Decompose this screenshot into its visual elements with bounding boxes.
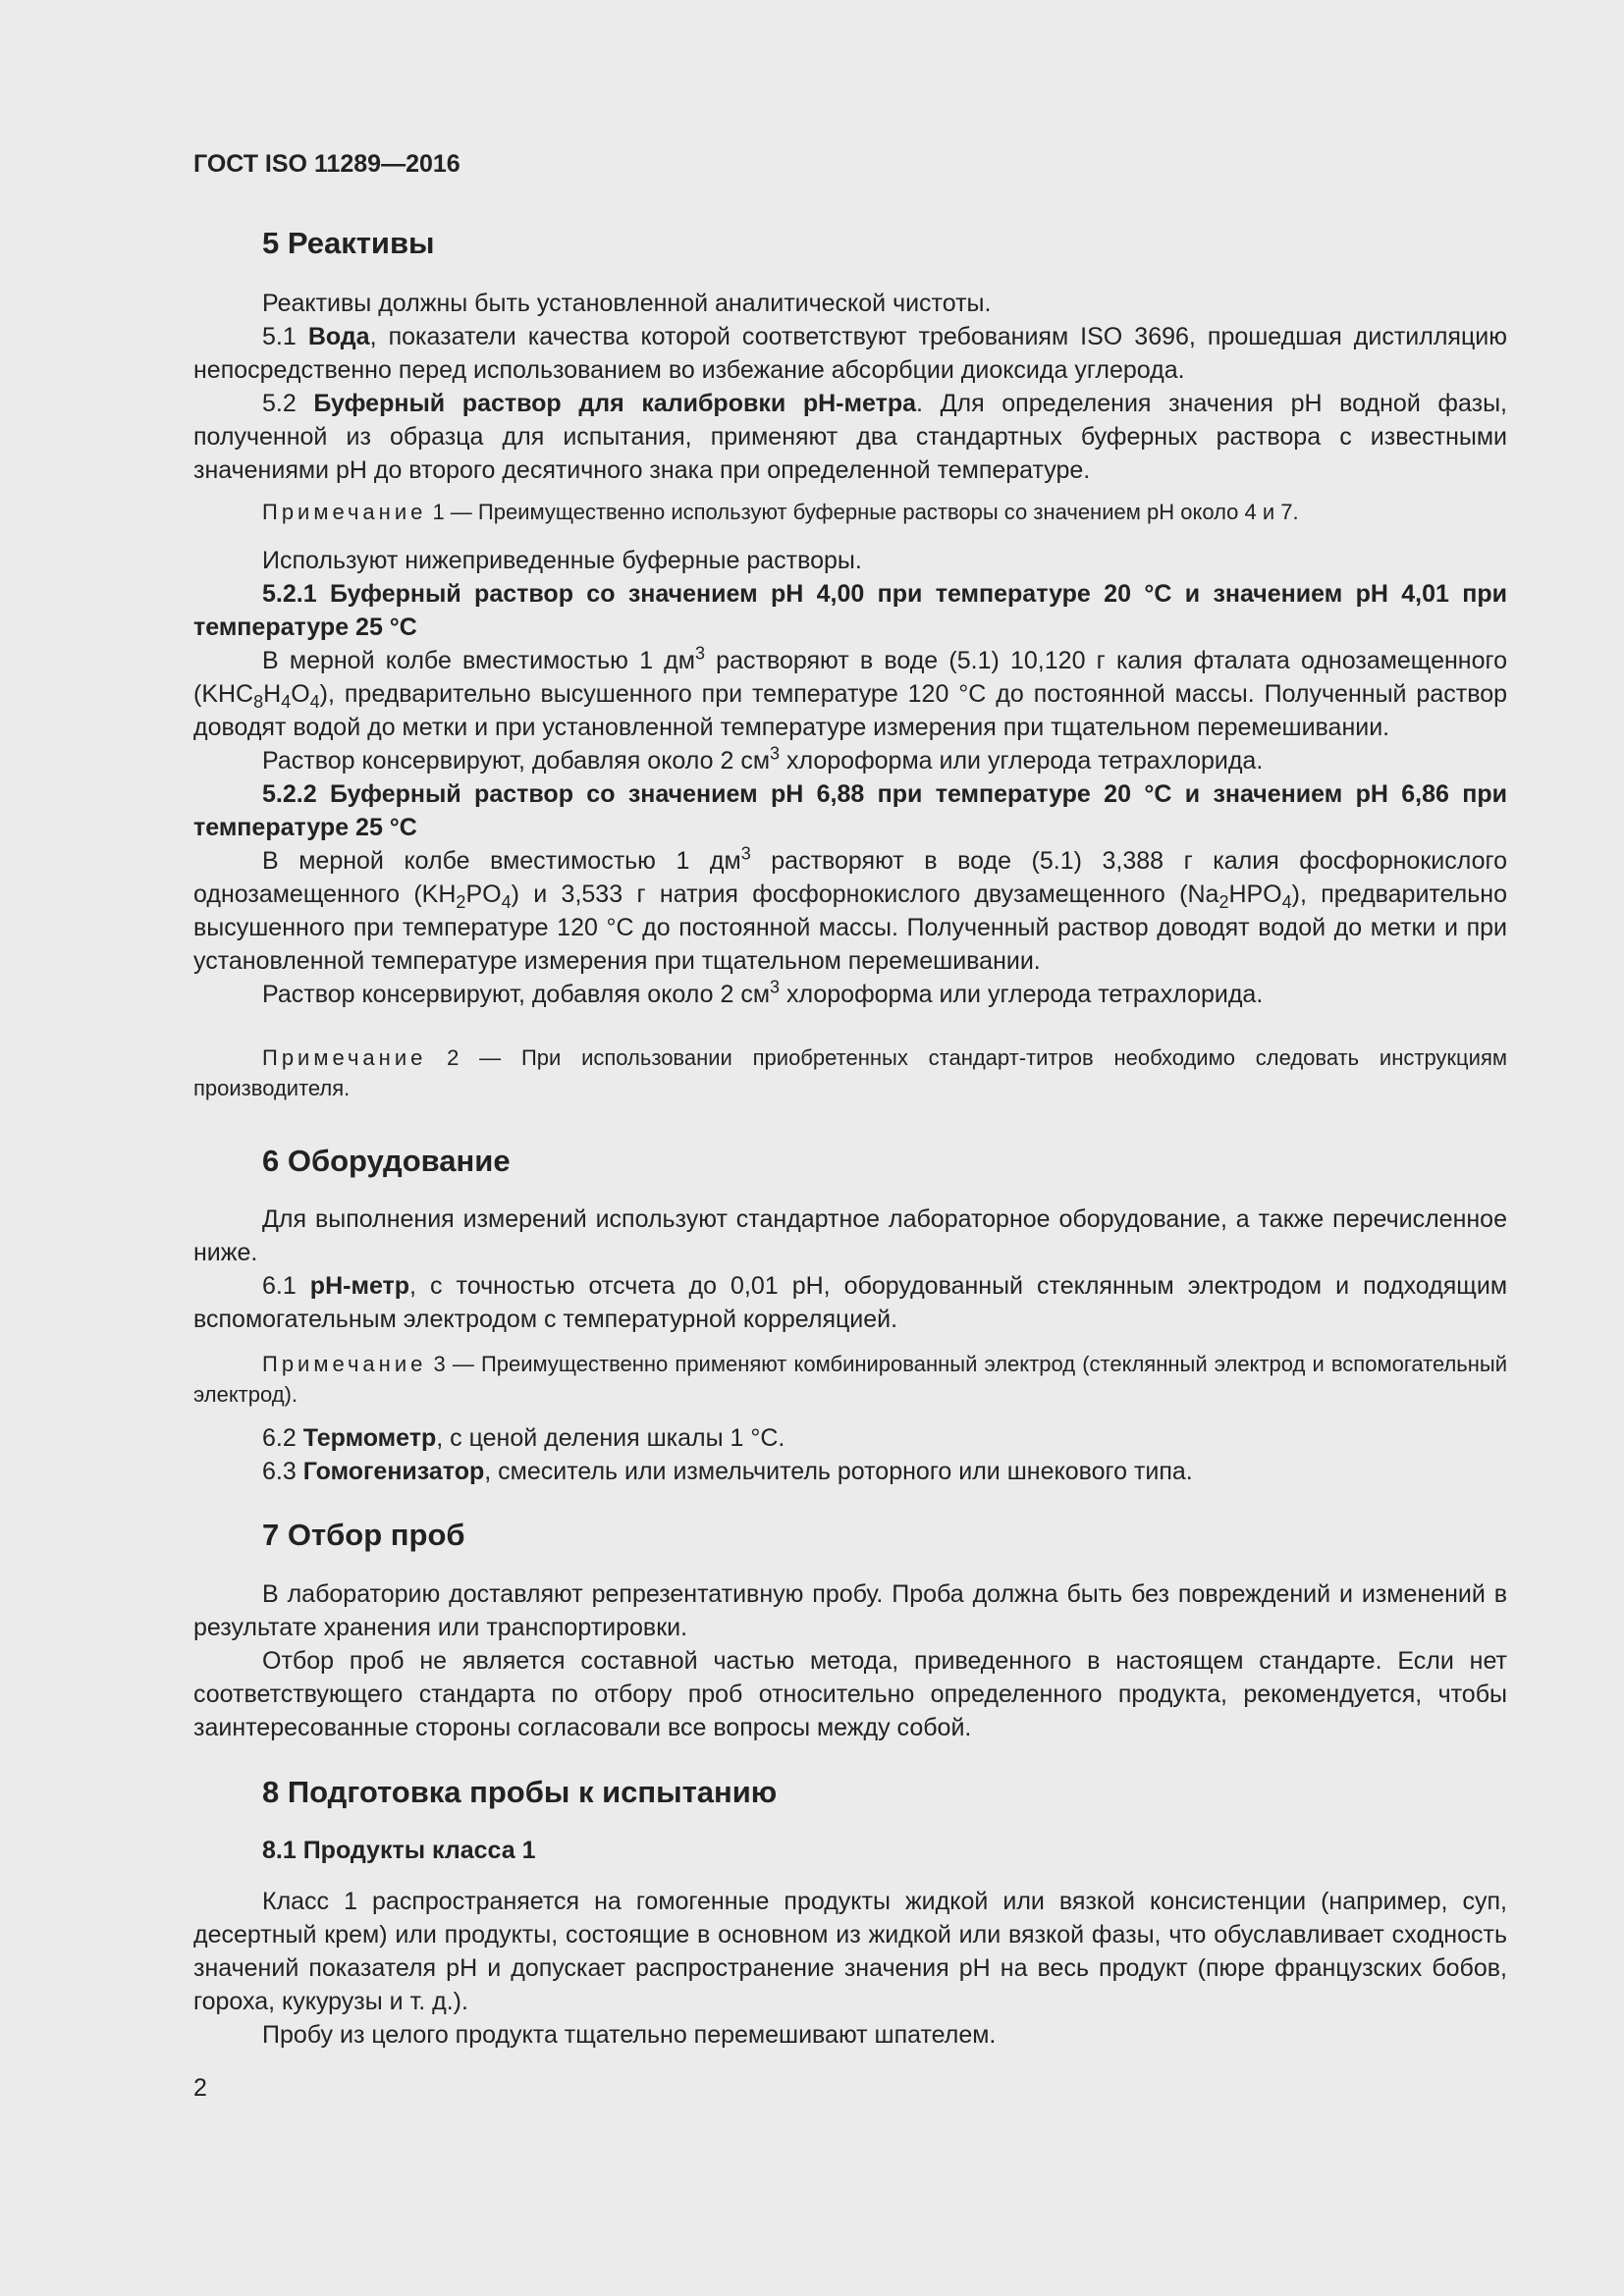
subscript: 8 [253,692,264,712]
paragraph-text: , с ценой деления шкалы 1 °С. [436,1424,785,1452]
preserve-text-2 [193,978,1507,1011]
text-run: В мерной колбе вместимостью 1 дм [262,647,695,674]
page-number: 2 [193,2074,207,2102]
section-7-paragraph-2: Отбор проб не является составной частью метода, приведенного в настоящем стандарте. Если нет соответствующего стандарта по отбору проб относительно определенного продукта, рекомендуется, чтобы заинтересованные стороны согласовали все вопросы между собой. [193,1647,1507,1741]
paragraph-number: 6.2 [262,1424,303,1452]
note-text: 3 — Преимущественно применяют комбинированный электрод (стеклянный электрод и вспомогательный электрод). [193,1352,1507,1407]
section-5-title: 5 Реактивы [262,226,435,260]
section-6 [193,1142,1507,1181]
section-5 [193,224,1507,263]
paragraph-number: 6.3 [262,1458,303,1485]
paragraph-text: , показатели качества которой соответствуют требованиям ISO 3696, прошедшая дистилляцию непосредственно перед использованием во избежание абсорбции диоксида углерода. [193,323,1508,384]
paragraph-6-3 [193,1455,1507,1488]
note-text: 1 — Преимущественно используют буферные растворы со значением pH около 4 и 7. [426,500,1299,524]
section-7-body [193,1577,1507,1744]
term-ph-meter: pH-метр [309,1272,410,1300]
paragraph-5-1 [193,320,1507,387]
subscript: 2 [456,892,466,912]
text-run: ), предварительно высушенного при температуре 120 °С до постоянной массы. Полученный раствор доводят водой до метки и при установленной температуре измерения при тщательном перемешивании. [193,680,1507,741]
text-run: растворяют в воде (5.1) 3,388 г калия фосфорнокислого однозамещенного (KH [193,847,1507,908]
paragraph-number: 6.1 [262,1272,310,1300]
use-buffers-text: Используют нижеприведенные буферные растворы. [262,547,862,574]
superscript: 3 [770,977,781,997]
text-run: Раствор консервируют, добавляя около 2 см [262,981,771,1008]
preserve-text-1 [193,744,1507,777]
text-run: PO [465,881,502,908]
paragraph-5-2-2-title: 5.2.2 Буферный раствор со значением pH 6,88 при температуре 20 °С и значением pH 6,86 при температуре 25 °С [193,780,1507,841]
text-run: HPO [1228,881,1282,908]
section-6-title: 6 Оборудование [262,1144,511,1178]
superscript: 3 [740,843,751,864]
section-5-buffers [193,544,1507,1011]
subscript: 4 [309,692,320,712]
paragraph-5-2-2-text [193,844,1507,978]
subscript: 2 [1218,892,1229,912]
subscript: 4 [281,692,292,712]
text-run: хлороформа или углерода тетрахлорида. [780,747,1264,774]
subscript: 4 [1281,892,1292,912]
section-7-paragraph-1: В лабораторию доставляют репрезентативную пробу. Проба должна быть без повреждений и изменений в результате хранения или транспортировки. [193,1580,1507,1641]
text-run: Раствор консервируют, добавляя около 2 см [262,747,771,774]
paragraph-number: 5.1 [262,323,308,350]
section-7 [193,1516,1507,1555]
subscript: 4 [501,892,512,912]
note-2 [193,1042,1507,1103]
term-water: Вода [307,323,370,350]
term-homogenizer: Гомогенизатор [302,1458,485,1485]
section-8-1 [193,1834,1507,1867]
section-8-paragraph-2: Пробу из целого продукта тщательно перемешивают шпателем. [262,2021,997,2049]
text-run: ), предварительно высушенного при температуре 120 °С до постоянной массы. Полученный раствор доводят водой до метки и при установленной температуре измерения при тщательном перемешивании. [193,881,1507,975]
superscript: 3 [770,743,781,764]
paragraph-number: 5.2 [262,390,314,417]
section-8-paragraph-1: Класс 1 распространяется на гомогенные продукты жидкой или вязкой консистенции (например, суп, десертный крем) или продукты, состоящие в основном из жидкой или вязкой фазы, что обуславливает сходность значений показателя pH и допускает распространение значения pH на весь продукт (пюре французских бобов, гороха, кукурузы и т. д.). [193,1888,1507,2015]
text-run: В мерной колбе вместимостью 1 дм [262,847,741,875]
section-5-intro: Реактивы должны быть установленной аналитической чистоты. [262,290,992,317]
text-run: H [263,680,282,708]
section-5-body [193,287,1507,487]
term-thermometer: Термометр [302,1424,437,1452]
note-label: Примечание [262,500,427,524]
section-7-title: 7 Отбор проб [262,1518,465,1552]
text-run: ) и 3,533 г натрия фосфорнокислого двузамещенного (Na [511,881,1219,908]
paragraph-5-2-1-text [193,644,1507,744]
section-6-intro: Для выполнения измерений используют стандартное лабораторное оборудование, а также перечисленное ниже. [193,1205,1507,1266]
paragraph-6-2 [193,1421,1507,1455]
paragraph-5-2 [193,387,1507,487]
text-run: растворяют в воде (5.1) 10,120 г калия фталата однозамещенного (KHC [193,647,1507,708]
note-3 [193,1349,1507,1410]
section-8-title: 8 Подготовка пробы к испытанию [262,1775,778,1809]
note-label: Примечание [262,1352,427,1376]
text-run: хлороформа или углерода тетрахлорида. [780,981,1264,1008]
paragraph-5-2-1-title: 5.2.1 Буферный раствор со значением pH 4,00 при температуре 20 °С и значением pH 4,01 при температуре 25 °С [193,580,1507,641]
paragraph-6-1 [193,1269,1507,1336]
document-header: ГОСТ ISO 11289—2016 [193,150,460,178]
section-6-items [193,1421,1507,1488]
section-8-1-title: 8.1 Продукты класса 1 [262,1837,536,1864]
section-8 [193,1773,1507,1812]
note-1 [193,497,1507,527]
note-label: Примечание [262,1045,427,1070]
paragraph-text: , смеситель или измельчитель роторного или шнекового типа. [484,1458,1193,1485]
note-text: 2 — При использовании приобретенных стандарт-титров необходимо следовать инструкциям производителя. [193,1045,1507,1100]
section-8-body [193,1885,1507,2052]
paragraph-text: . Для определения значения pH водной фазы, полученной из образца для испытания, применяют два стандартных буферных раствора с известными значениями pH до второго десятичного знака при определенной температуре. [193,390,1508,484]
text-run: O [291,680,310,708]
paragraph-text: , с точностью отсчета до 0,01 pH, оборудованный стеклянным электродом и подходящим вспомогательным электродом с температурной корреляцией. [193,1272,1508,1333]
superscript: 3 [694,643,705,664]
section-6-body [193,1202,1507,1336]
term-buffer-solution: Буферный раствор для калибровки pH-метра [313,390,916,417]
